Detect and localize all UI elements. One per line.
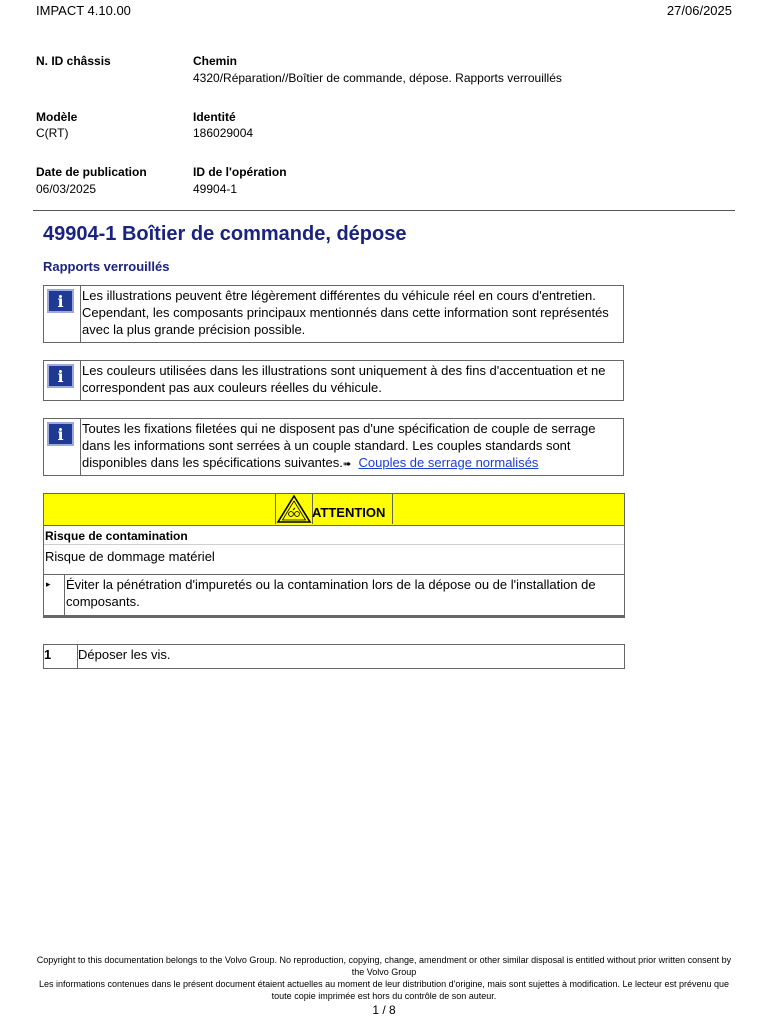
path-label: Chemin bbox=[193, 54, 238, 68]
info-note-2 bbox=[43, 360, 624, 401]
info-note-text: Toutes les fixations filetées qui ne disposent pas d'une spécification de couple de serrage dans les informations sont serrées à un couple standard. Les couples standards sont disponibles dans les spécifications suivantes.➠ Couples de serrage normalisés bbox=[82, 421, 596, 470]
warning-bullet-text: Éviter la pénétration d'impuretés ou la contamination lors de la dépose ou de l'installation de composants. bbox=[66, 577, 596, 609]
info-icon: i bbox=[47, 289, 74, 313]
reference-arrow-icon: ➠ bbox=[342, 459, 352, 470]
operation-id-label: ID de l'opération bbox=[193, 165, 287, 179]
identity-label: Identité bbox=[193, 110, 236, 124]
model-value: C(RT) bbox=[36, 126, 69, 140]
chassis-label: N. ID châssis bbox=[36, 54, 111, 68]
header-divider bbox=[33, 210, 735, 211]
page-number: 1 / 8 bbox=[372, 1003, 396, 1017]
info-note-1 bbox=[43, 285, 624, 343]
step-text: Déposer les vis. bbox=[78, 647, 171, 662]
model-label: Modèle bbox=[36, 110, 78, 124]
info-note-text: Les couleurs utilisées dans les illustrations sont uniquement à des fins d'accentuation et ne correspondent pas aux couleurs réelles du véhicule. bbox=[82, 363, 606, 395]
torque-spec-link[interactable]: Couples de serrage normalisés bbox=[358, 455, 539, 470]
info-note-3 bbox=[43, 418, 624, 476]
hazard-triangle-icon bbox=[275, 494, 313, 524]
warning-bullet-row bbox=[44, 574, 624, 617]
path-value: 4320/Réparation//Boîtier de commande, dépose. Rapports verrouillés bbox=[193, 71, 562, 85]
bullet-arrow-icon: ▸ bbox=[44, 575, 65, 616]
risk-text: Risque de dommage matériel bbox=[45, 549, 215, 564]
identity-value: 186029004 bbox=[193, 126, 254, 140]
document-title: 49904-1 Boîtier de commande, dépose bbox=[43, 223, 407, 245]
copyright-notice: Copyright to this documentation belongs to the Volvo Group. No reproduction, copying, change, amendment or other similar disposal is entitled without prior written consent by the Volvo Group bbox=[36, 955, 732, 977]
step-number: 1 bbox=[44, 645, 78, 668]
risk-title: Risque de contamination bbox=[45, 529, 188, 543]
info-icon: i bbox=[47, 422, 74, 446]
warning-box bbox=[43, 493, 625, 618]
warning-header bbox=[44, 494, 624, 526]
risk-divider bbox=[44, 544, 624, 545]
publication-date-value: 06/03/2025 bbox=[36, 182, 97, 196]
print-date: 27/06/2025 bbox=[666, 3, 732, 18]
disclaimer-notice: Les informations contenues dans le présent document étaient actuelles au moment de leur distribution d'origine, mais sont sujettes à modification. Le lecteur est prévenu que toute copie imprimée est hors du contrôle de son auteur. bbox=[38, 979, 730, 1001]
info-icon: i bbox=[47, 364, 74, 388]
info-note-text: Les illustrations peuvent être légèrement différentes du véhicule réel en cours d'entretien. Cependant, les composants principaux mentionnés dans cette information sont représentés avec la plus grande précision possible. bbox=[82, 288, 609, 337]
publication-date-label: Date de publication bbox=[36, 165, 147, 179]
warning-heading: ATTENTION bbox=[312, 494, 393, 524]
app-version: IMPACT 4.10.00 bbox=[36, 3, 131, 18]
operation-id-value: 49904-1 bbox=[193, 182, 238, 196]
document-subtitle: Rapports verrouillés bbox=[43, 259, 170, 274]
step-row bbox=[43, 644, 625, 669]
